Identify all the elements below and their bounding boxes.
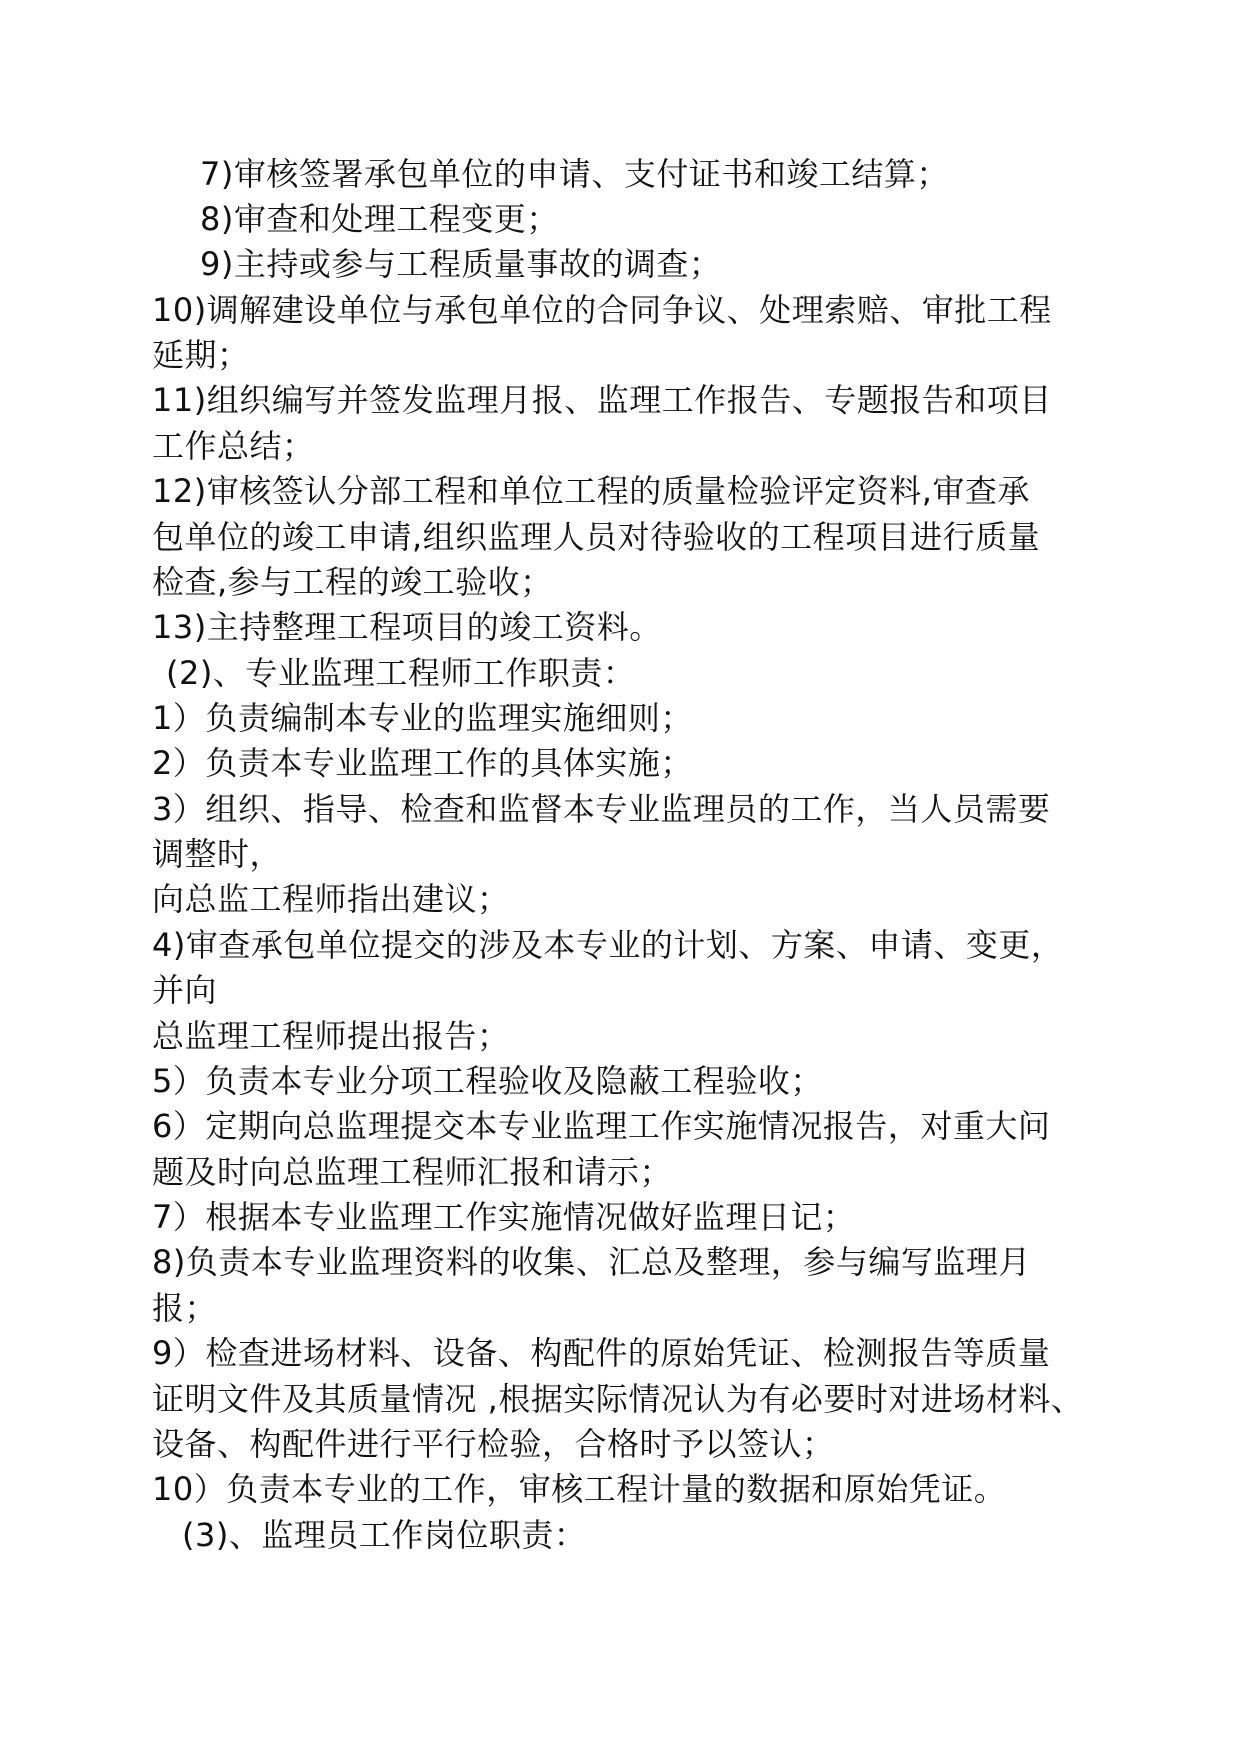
text-line: 题及时向总监理工程师汇报和请示； <box>152 1153 673 1191</box>
section-heading: (3)、监理员工作岗位职责： <box>182 1516 587 1554</box>
text-line: 6）定期向总监理提交本专业监理工作实施情况报告，对重大问 <box>152 1107 1051 1145</box>
text-line: 13)主持整理工程项目的竣工资料。 <box>152 608 662 646</box>
text-line: 8)负责本专业监理资料的收集、汇总及整理，参与编写监理月 <box>152 1243 1031 1281</box>
text-line: 证明文件及其质量情况 ,根据实际情况认为有必要时对进场材料、 <box>152 1380 1084 1418</box>
text-line: 工作总结； <box>152 427 315 465</box>
text-line: 9）检查进场材料、设备、构配件的原始凭证、检测报告等质量 <box>152 1334 1051 1372</box>
text-line: 延期； <box>152 336 250 374</box>
text-line: 8)审查和处理工程变更； <box>200 200 559 238</box>
text-line: 7）根据本专业监理工作实施情况做好监理日记； <box>152 1198 856 1236</box>
text-line: 9)主持或参与工程质量事故的调查； <box>200 245 722 283</box>
text-line: 10)调解建设单位与承包单位的合同争议、处理索赔、审批工程 <box>152 291 1052 329</box>
text-line: 调整时， <box>152 835 283 873</box>
text-line: 并向 <box>152 971 218 1009</box>
text-line: 4)审查承包单位提交的涉及本专业的计划、方案、申请、变更， <box>152 926 1064 964</box>
text-line: 7)审核签署承包单位的申请、支付证书和竣工结算； <box>200 155 949 193</box>
text-line: 报； <box>152 1289 218 1327</box>
text-line: 设备、构配件进行平行检验，合格时予以签认； <box>152 1425 835 1463</box>
text-line: 总监理工程师提出报告； <box>152 1017 510 1055</box>
text-line: 包单位的竣工申请,组织监理人员对待验收的工程项目进行质量 <box>152 518 1041 556</box>
text-line: 2）负责本专业监理工作的具体实施； <box>152 744 693 782</box>
section-heading: (2)、专业监理工程师工作职责： <box>166 654 636 692</box>
text-line: 10）负责本专业的工作，审核工程计量的数据和原始凭证。 <box>152 1470 1007 1508</box>
text-line: 3）组织、指导、检查和监督本专业监理员的工作，当人员需要 <box>152 790 1051 828</box>
text-line: 向总监工程师指出建议； <box>152 880 510 918</box>
text-line: 5）负责本专业分项工程验收及隐蔽工程验收； <box>152 1062 823 1100</box>
text-line: 1）负责编制本专业的监理实施细则； <box>152 699 693 737</box>
text-line: 11)组织编写并签发监理月报、监理工作报告、专题报告和项目 <box>152 381 1052 419</box>
text-line: 检查,参与工程的竣工验收； <box>152 563 553 601</box>
text-line: 12)审核签认分部工程和单位工程的质量检验评定资料,审查承 <box>152 472 1030 510</box>
